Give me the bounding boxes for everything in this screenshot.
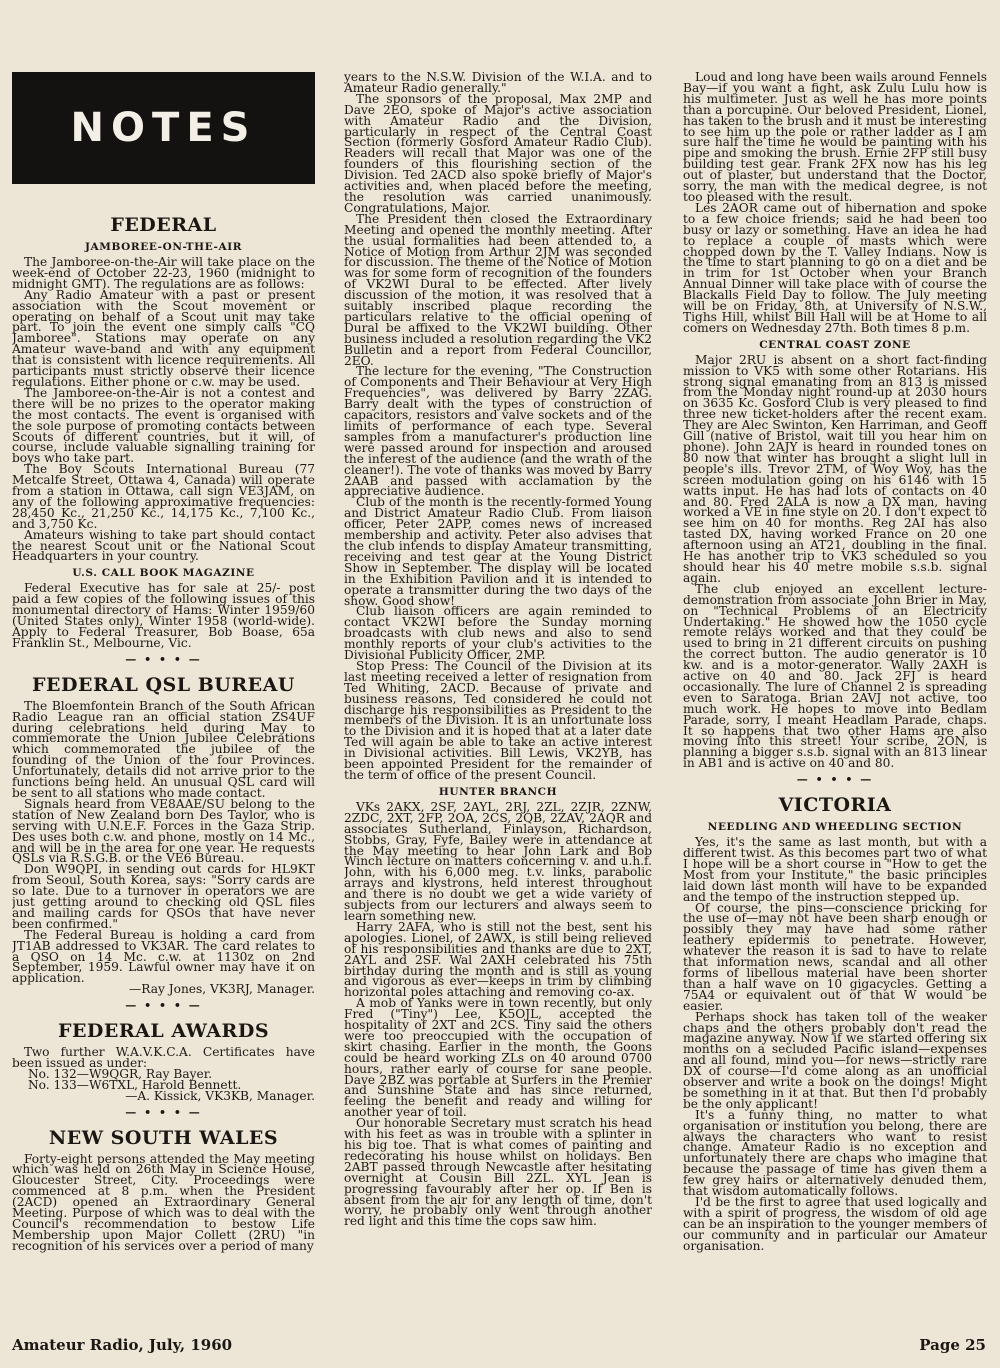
victoria-subheading: NEEDLING AND WHEEDLING SECTION — [707, 821, 963, 834]
jamboree-subheading: JAMBOREE-ON-THE-AIR — [84, 241, 243, 253]
victoria-heading: VICTORIA — [778, 794, 892, 817]
awards-heading: FEDERAL AWARDS — [57, 1020, 270, 1043]
hunter-para: Our honorable Secretary must scratch his head with his feet as was in trouble with a splinter in his big toe. That is what comes of painting and redecorating his house whilst on holidays. Ben 2ABT passed through Newcastle after hesitating overnight at Cousin Bill 2ZL. XYL Jean is progressing favourably after her op. If Ben is absent from the air for any length of time, don't worry, he probably only went through another red light and this time the cops saw him. — [344, 1116, 652, 1229]
award-line: No. 132—W9QGR, Ray Bayer. — [28, 1066, 213, 1081]
nsw-para: Forty-eight persons attended the May meeting which was held on 26th May in Science House, Gloucester Street, City. Proceedings were commenced at 8 p.m. when the President (2ACD) opened an Extraordinary General Meeting. Purpose of which was to deal with the Council's recommendation to bestow Life Membership upon Major Collett (2RU) "in recognition of his services over a period of many — [12, 1151, 315, 1253]
awards-intro: Two further W.A.V.K.C.A. Certificates have been issued as under: — [12, 1045, 315, 1070]
hunter-subheading: HUNTER BRANCH — [438, 785, 558, 798]
qsl-para: Signals heard from VE8AAE/SU belong to the station of New Zealand born Des Taylor, who is serving with U.N.E.F. Forces in the Gaza Strip. Des uses both c.w. and phone, mostly on 14 Mc., and will be in the area for one year. He requests QSLs via R.S.G.B. or the VE6 Bureau. — [12, 796, 315, 866]
hunter-para: Loud and long have been wails around Fennels Bay—if you want a fight, ask Zulu Lulu how is his multimeter. Just as well he has more points than a porcupine. Our beloved President, Lionel, has taken to the brush and it must be interesting to see him up the pole or rather ladder as I am sure half the time he would be painting with his pipe and smoking the brush. Ernie 2FP still busy building test gear. Frank 2FX now has his leg out of plaster, but understand that the Doctor, sorry, the man with the medical degree, is not too pleased with the result. — [683, 72, 987, 204]
hunter-para: VKs 2AKX, 2SF, 2AYL, 2RJ, 2ZL, 2ZJR, 2ZNW, 2ZDC, 2XT, 2FP, 2OA, 2CS, 2QB, 2ZAV, 2AQR and associates Sutherland, Finlayson, Richardson, Stobbs, Gray, Fyfe, Bailey were in attendance at the May meeting to hear John Lark and Bob Winch lecture on matters concerning v. and u.h.f. John, with his 6,000 meg. t.v. links, parabolic arrays and klystrons, held interest throughout and there is no doubt we get a wide variety of subjects from our lecturers and always seem to learn something new. — [344, 799, 652, 923]
section-separator: — • • • — — [125, 652, 202, 666]
victoria-para: Yes, it's the same as last month, but with a different twist. As this becomes part two of what I hope will be a short course in "How to get the Most from your Institute," the basic principles laid down last month will have to be expanded and the tempo of the instruction stepped up. — [683, 835, 987, 904]
qsl-signature: —Ray Jones, VK3RJ, Manager. — [129, 982, 315, 997]
column-1 — [12, 72, 315, 1320]
section-separator: — • • • — — [125, 1105, 202, 1119]
victoria-para: It's a funny thing, no matter to what organisation or institution you belong, there are always the characters who want to resist change. Amateur Radio is no exception and unfortunately there are chaps who imagine that because the passage of time has given them a few grey hairs or alternatively denuded them, that wisdom automatically follows. — [683, 1107, 987, 1199]
jamboree-para: Any Radio Amateur with a past or present association with the Scout movement or operating on behalf of a Scout unit may take part. To join the event one simply calls "CQ Jamboree". Stations may operate on any Amateur wave-band and with any equipment that is consistent with licence requirements. All participants must strictly observe their licence regulations. Either phone or c.w. may be used. — [12, 287, 315, 389]
qsl-para: Don W9QPI, in sending out cards for HL9KT from Seoul, South Korea, says: "Sorry cards are so late. Due to a turnover in operators we are just getting around to checking old QSL files and mailing cards for QSOs that have never been confirmed." — [12, 862, 315, 931]
nsw-para: The lecture for the evening, "The Construction of Components and Their Behaviour at Very High Frequencies", was delivered by Barry 2ZAG. Barry dealt with the types of construction of capacitors, resistors and valve sockets and of the limits of performance of each type. Several samples from a manufacturer's production line were passed around for inspection and aroused the interest of the audience (and the wrath of the cleaner!). The vote of thanks was moved by Barry 2AAB and passed with acclamation by the appreciative audience. — [344, 364, 652, 499]
section-separator: — • • • — — [125, 999, 202, 1013]
section-separator: — • • • — — [796, 773, 874, 787]
award-line: No. 133—W6TXL, Harold Bennett. — [28, 1077, 242, 1092]
column-3 — [683, 72, 987, 1320]
column-2 — [344, 72, 652, 1320]
jamboree-para: Amateurs wishing to take part should contact the nearest Scout unit or the National Scout Headquarters in your country. — [12, 527, 315, 564]
central-para: Major 2RU is absent on a short fact-finding mission to VK5 with some other Rotarians. His strong signal emanating from an 813 is missed from the Monday night round-up at 2030 hours on 3635 Kc. Gosford Club is very pleased to find three new ticket-holders after the recent exam. They are Alec Swinton, Ken Harriman, and Geoff Gill (native of Bristol, wait till you hear him on phone). John 2AJY is heard in rounded tones on 80 now that winter has brought a slight lull in people's ills. Trevor 2TM, of Woy Woy, has the screen modulation going on his 6146 with 15 watts input. He has had lots of contacts on 40 and 80. Fred 2ALA is now a DX man, having worked a VE in fine style on 20. I don't expect to see him on 40 for months. Reg 2AI has also tasted DX, having worked France on 20 one afternoon using an AT21, doubling in the final. He has another trip to VK3 scheduled so you should hear his 40 metre mobile s.s.b. signal again. — [683, 352, 987, 585]
awards-signature: —A. Kissick, VK3KB, Manager. — [125, 1088, 315, 1103]
footer-issue: Amateur Radio, July, 1960 — [12, 1336, 233, 1354]
hunter-para: A mob of Yanks were in town recently, but only Fred ("Tiny") Lee, K5OJL, accepted the hospitality of 2XT and 2CS. Tiny said the others were too preoccupied with the occupation of skirt chasing. Earlier in the month, the Goons could be heard working ZLs on 40 around 0700 hours, rather early of course for sane people. Dave 2BZ was portable at Surfers in the Premier and Sunshine State and has since returned, feeling the benefit and ready and willing for another year of toil. — [344, 996, 652, 1120]
callbook-para: Federal Executive has for sale at 25/- post paid a few copies of the following issues of this monumental directory of Hams: Winter 1959/60 (United States only), Winter 1958 (world-wide). Apply to Federal Treasurer, Bob Boase, 65a Franklin St., Melbourne, Vic. — [12, 581, 315, 650]
nsw-para: Club of the month is the recently-formed Young and District Amateur Radio Club. From liaison officer, Peter 2APP, comes news of increased membership and activity. Peter also advises that the club intends to display Amateur transmitting, receiving and test gear at the Young District Show in September. The display will be located in the Exhibition Pavilion and it is intended to operate a transmitter during the two days of the show. Good show! — [344, 495, 652, 608]
victoria-para: Perhaps shock has taken toll of the weaker chaps and the others probably don't read the magazine anyway. Now if we started offering six months on a secluded Pacific island—expenses and all found, mind you—for news—strictly rare DX of course—I'd come along as an unofficial observer and write a book on the doings! Might be something in it at that. But then I'd probably be the only applicant! — [683, 1009, 987, 1111]
victoria-para: Of course, the pins—conscience pricking for the use of—may not have been sharp enough or possibly they may have had some rather leathery epidermis to penetrate. However, whatever the reason it is sad to have to relate that information news, scandal and all other forms of libellous material have been shorter than a half wave on 10 gigacycles. Getting a 75A4 or equivalent out of that W would be easier. — [683, 900, 987, 1013]
callbook-subheading: U.S. CALL BOOK MAGAZINE — [72, 567, 255, 580]
nsw-para: Stop Press: The Council of the Division at its last meeting received a letter of resignation from Ted Whiting, 2ACD. Because of private and business reasons, Ted considered he could not discharge his responsibilities as President to the members of the Division. It is an unfortunate loss to the Division and it is hoped that at a later date Ted will again be able to take an active interest in Divisional activities. Bill Lewis, VK2YB, has been appointed President for the remainder of the term of office of the present Council. — [344, 658, 652, 782]
victoria-para: I'd be the first to agree that used logically and with a spirit of progress, the wisdom of old age can be an inspiration to the younger members of our community and in particular our Amateur organisation. — [683, 1195, 987, 1253]
notes-banner: NOTES — [12, 72, 315, 184]
jamboree-para: The Jamboree-on-the-Air is not a contest and there will be no prizes to the operator making the most contacts. The event is organised with the sole purpose of promoting contacts between Scouts of different countries, but it will, of course, include valuable signalling training for boys who take part. — [12, 385, 315, 466]
qsl-para: The Bloemfontein Branch of the South African Radio League ran an official station ZS4UF during celebrations held during May to commemorate the Union Jubilee Celebrations which commemorated the jubilee of the founding of the Union of the four Provinces. Unfortunately, details did not arrive prior to the functions being held. An unusual QSL card will be sent to all stations who made contact. — [12, 698, 315, 800]
central-subheading: CENTRAL COAST ZONE — [759, 338, 911, 351]
page-number: Page 25 — [919, 1336, 986, 1354]
hunter-para: Les 2AOR came out of hibernation and spoke to a few choice friends; said he had been too busy or lazy or something. Have an idea he had to replace a couple of masts which were chopped down by the T. Valley Indians. Now is the time to start planning to go on a diet and be in trim for 1st October when your Branch Annual Dinner will take place with of course the Blackalls Field Day to follow. The July meeting will be on Friday, 8th, at University of N.S.W., Tighs Hill, whilst Bill Hall will be at Home to all comers on Wednesday 27th. Both times 8 p.m. — [683, 200, 987, 335]
central-para: The club enjoyed an excellent lecture-demonstration from associate John Brier in May, on "Technical Problems of an Electricity Undertaking." He showed how the 1050 cycle remote relays worked and that they could be used to bring in 21 different circuits on pushing the correct button. The audio generator is 10 kw. and is a motor-generator. Wally 2AXH is active on 40 and 80. Jack 2FJ is heard occasionally. The lure of Channel 2 is spreading even to Saratoga. Brian 2AVJ not active, too much work. He hopes to move into Bedlam Parade, sorry, I meant Headlam Parade, chaps. It so happens that two other Hams are also moving into this street! Your scribe, 2ON, is planning a bigger s.s.b. signal with an 813 linear in AB1 and is active on 40 and 80. — [683, 581, 987, 771]
jamboree-para: The Jamboree-on-the-Air will take place on the week-end of October 22-23, 1960 (midnight to midnight GMT). The regulations are as follows: — [12, 255, 315, 291]
jamboree-para: The Boy Scouts International Bureau (77 Metcalfe Street, Ottawa 4, Canada) will operate from a station in Ottawa, call sign VE3JAM, on any of the following approximative frequencies: 28,450 Kc., 21,250 Kc., 14,175 Kc., 7,100 Kc., and 3,750 Kc. — [12, 462, 315, 531]
hunter-para: Harry 2AFA, who is still not the best, sent his apologies. Lionel, of 2AWX, is still being relieved of his responsibilities and thanks are due to 2XT, 2AYL and 2SF. Wal 2AXH celebrated his 75th birthday during the month and is still as young and vigorous as ever—keeps in trim by climbing horizontal poles attaching and removing co-ax. — [344, 919, 652, 1000]
nsw-para: The President then closed the Extraordinary Meeting and opened the monthly meeting. After the usual formalities had been attended to, a Notice of Motion from Arthur 2JM was seconded for discussion. The theme of the Notice of Motion was for some form of recognition of the founders of VK2WI Dural to be effected. After lively discussion of the motion, it was resolved that a suitably inscribed plaque recording the particulars relative to the official opening of Dural be affixed to the VK2WI building. Other business included a resolution regarding the VK2 Bulletin and a report from Federal Councillor, 2EO. — [344, 211, 652, 368]
nsw-para: Club liaison officers are again reminded to contact VK2WI before the Sunday morning broadcasts with club news and also to send monthly reports of your club's activities to the Divisional Publicity Officer, 2MP. — [344, 604, 652, 663]
nsw-para: years to the N.S.W. Division of the W.I.A. and to Amateur Radio generally." — [344, 72, 652, 95]
qsl-para: The Federal Bureau is holding a card from JT1AB addressed to VK3AR. The card relates to a QSO on 14 Mc. c.w. at 1130z on 2nd September, 1959. Lawful owner may have it on application. — [12, 927, 315, 986]
qsl-heading: FEDERAL QSL BUREAU — [32, 673, 295, 696]
nsw-para: The sponsors of the proposal, Max 2MP and Dave 2EO, spoke of Major's active association with Amateur Radio and the Division, particularly in respect of the Central Coast Section (formerly Gosford Amateur Radio Club). Readers will recall that Major was one of the founders of this flourishing section of the Division. Ted 2ACD also spoke briefly of Major's activities and, when placed before the meeting, the resolution was carried unanimously. Congratulations, Major. — [344, 91, 652, 215]
federal-heading: FEDERAL — [110, 214, 217, 236]
nsw-heading: NEW SOUTH WALES — [48, 1126, 279, 1149]
